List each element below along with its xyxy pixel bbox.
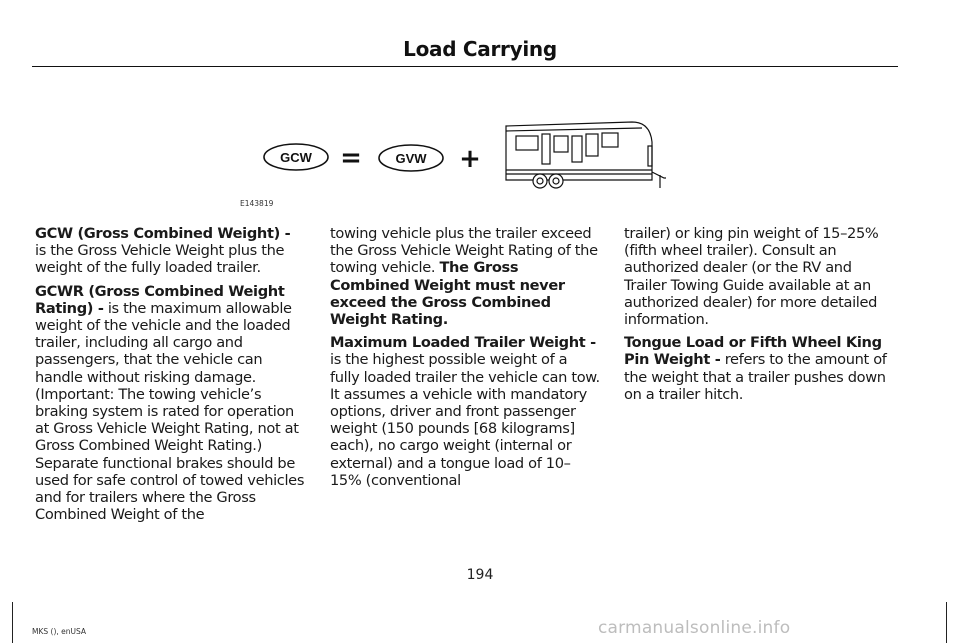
figure-id: E143819 xyxy=(240,199,274,208)
page-header-title: Load Carrying xyxy=(403,37,557,61)
text-column-3 xyxy=(624,225,894,409)
equals-sign: = xyxy=(340,143,362,173)
footer-doc-id: MKS (), enUSA xyxy=(32,627,87,636)
travel-trailer-icon xyxy=(506,122,666,188)
max-trailer-weight-definition xyxy=(330,334,600,489)
crop-mark-left xyxy=(12,602,13,643)
gcwr-definition xyxy=(35,283,305,524)
gcwr-continuation xyxy=(330,225,600,328)
page-number: 194 xyxy=(466,567,494,583)
max-trailer-weight-text: is the highest possible weight of a fully loaded trailer the vehicle can tow. It assumes a vehicle with mandatory options, driver and front passenger weight (150 pounds [68 kilograms] each), no cargo weight (internal or external) and a tongue load of 10–15% (conventional xyxy=(330,351,600,489)
tongue-load-definition xyxy=(624,334,894,403)
max-trailer-weight-continuation xyxy=(624,225,894,328)
gcw-label: GCW xyxy=(280,150,312,165)
crop-mark-right xyxy=(946,602,947,643)
watermark: carmanualsonline.info xyxy=(598,618,791,638)
gcwr-definition-text: is the maximum allowable weight of the vehicle and the loaded trailer, including all cargo and passengers, that the vehicle can handle without risking damage. (Important: The towing vehicle’s braking system is rated for operation at Gross Vehicle Weight Rating, not at Gross Combined Weight Rating.) Separate functional brakes should be used for safe control of towed vehicles and for trailers where the Gross Combined Weight of the xyxy=(35,299,305,524)
gcwr-warning: The Gross Combined Weight must never exceed the Gross Combined Weight Rating. xyxy=(330,259,565,329)
max-trailer-weight-continuation-text: trailer) or king pin weight of 15–25% (fifth wheel trailer). Consult an authorized dealer (or the RV and Trailer Towing Guide available at an authorized dealer) for more detailed information. xyxy=(624,225,879,329)
plus-sign: + xyxy=(459,144,481,174)
gcw-equation-figure xyxy=(240,112,670,208)
gcwr-continuation-text: towing vehicle plus the trailer exceed the Gross Vehicle Weight Rating of the towing vehicle. xyxy=(330,225,598,277)
gvw-label: GVW xyxy=(395,151,427,166)
max-trailer-weight-term: Maximum Loaded Trailer Weight - xyxy=(330,334,596,352)
gcwr-term: GCWR (Gross Combined Weight Rating) - xyxy=(35,282,285,317)
text-column-2 xyxy=(330,225,600,495)
text-column-1 xyxy=(35,225,305,529)
tongue-load-term: Tongue Load or Fifth Wheel King Pin Weight - xyxy=(624,334,882,369)
gcw-definition xyxy=(35,225,305,277)
header-rule xyxy=(32,66,898,67)
gcw-term: GCW (Gross Combined Weight) - xyxy=(35,225,291,242)
tongue-load-text: refers to the amount of the weight that a trailer pushes down on a trailer hitch. xyxy=(624,351,887,403)
gcw-definition-text: is the Gross Vehicle Weight plus the weight of the fully loaded trailer. xyxy=(35,242,285,277)
